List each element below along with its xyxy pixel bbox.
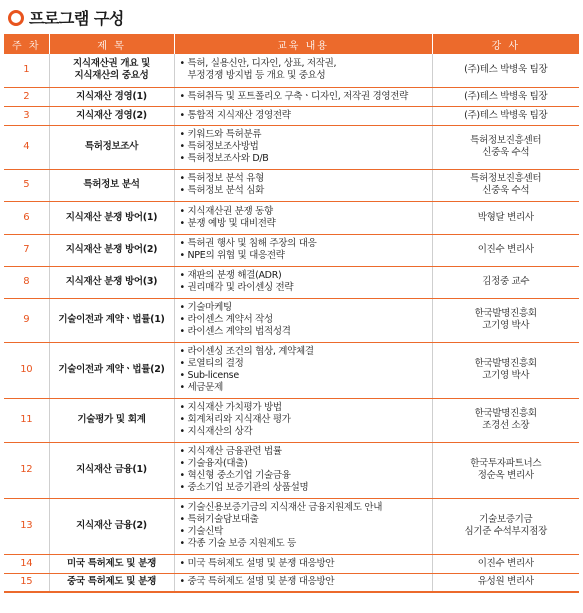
course-content	[174, 442, 432, 498]
content-item-line: • 키워드와 특허분류	[187, 129, 262, 140]
lecturer-line: 한국발명진흥회	[474, 408, 537, 419]
content-item-line: • 특허정보조사방법	[187, 141, 259, 152]
table-row	[4, 298, 579, 342]
course-title-line: 지식재산 경영(2)	[76, 109, 147, 121]
column-header-lecturer: 강 사	[432, 34, 579, 54]
course-title-line: 지식재산 분쟁 방어(1)	[65, 211, 158, 223]
program-table	[4, 34, 579, 593]
table-row	[4, 87, 579, 106]
table-row	[4, 342, 579, 398]
lecturer-line: 이진수 변리사	[477, 557, 534, 569]
content-item-line: • 특허정보 분석 유형	[187, 173, 264, 184]
table-header	[4, 34, 579, 54]
table-row	[4, 169, 579, 201]
table-row	[4, 234, 579, 266]
course-title	[49, 442, 174, 498]
content-item	[179, 110, 428, 122]
content-item	[179, 558, 428, 570]
lecturer	[432, 298, 579, 342]
content-list	[179, 206, 428, 230]
lecturer-line: 김정중 교수	[482, 276, 530, 287]
lecturer	[432, 169, 579, 201]
content-item-line: • 지식재산 금융관련 법률	[187, 446, 282, 457]
table-row	[4, 125, 579, 169]
content-item	[179, 502, 428, 514]
content-list	[179, 110, 428, 122]
content-item-line: • 특허기술담보대출	[187, 514, 259, 525]
lecturer	[432, 266, 579, 298]
content-list	[179, 346, 428, 394]
content-item-line: • 특허정보조사와 D/B	[187, 153, 269, 164]
lecturer	[432, 398, 579, 442]
course-title	[49, 266, 174, 298]
content-item	[179, 326, 428, 338]
content-item	[179, 250, 428, 262]
content-item	[179, 141, 428, 153]
content-item	[179, 526, 428, 538]
table-row	[4, 201, 579, 234]
week-number: 12	[4, 442, 49, 498]
table-row	[4, 106, 579, 125]
lecturer	[432, 234, 579, 266]
content-item-line: • 특허정보 분석 심화	[187, 185, 264, 196]
week-number: 8	[4, 266, 49, 298]
lecturer-line: 이진수 변리사	[477, 244, 534, 255]
week-number: 10	[4, 342, 49, 398]
content-item	[179, 470, 428, 482]
content-item-line: • 라이센스 계약의 법적성격	[187, 326, 291, 337]
circle-bullet-icon	[8, 10, 24, 26]
lecturer-line: 박형달 변리사	[477, 211, 534, 223]
course-title-line: 지식재산권 개요 및	[72, 58, 151, 70]
week-number: 2	[4, 87, 49, 106]
course-content	[174, 54, 432, 87]
course-content	[174, 87, 432, 106]
content-item-line: • 분쟁 예방 및 대비전략	[187, 217, 276, 229]
content-item	[179, 514, 428, 526]
course-title-line: 지식재산 경영(1)	[76, 90, 147, 102]
table-row	[4, 398, 579, 442]
week-number: 6	[4, 201, 49, 234]
table-row	[4, 498, 579, 554]
course-title-line: 기술평가 및 회계	[77, 414, 146, 425]
content-item-line: • NPE의 위협 및 대응전략	[187, 250, 285, 261]
course-title	[49, 106, 174, 125]
lecturer-line: 기술보증기금	[479, 514, 533, 525]
course-content	[174, 554, 432, 573]
content-item	[179, 153, 428, 165]
content-list	[179, 402, 428, 438]
content-list	[179, 173, 428, 197]
content-item-line: • 로열티의 결정	[187, 358, 244, 369]
lecturer-line: (주)테스 박병욱 팀장	[464, 90, 548, 102]
content-item	[179, 91, 428, 103]
course-title-line: 기술이전과 계약ㆍ법률(1)	[58, 314, 165, 325]
week-number: 11	[4, 398, 49, 442]
course-title	[49, 87, 174, 106]
content-item	[179, 346, 428, 358]
content-item	[179, 282, 428, 294]
content-item	[179, 576, 428, 588]
lecturer-line: 고기영 박사	[482, 370, 530, 381]
content-item	[179, 129, 428, 141]
content-item	[179, 446, 428, 458]
content-list	[179, 302, 428, 338]
week-number: 13	[4, 498, 49, 554]
column-header-content: 교육 내용	[174, 34, 432, 54]
content-item	[179, 458, 428, 470]
lecturer-line: 한국투자파트너스	[470, 458, 542, 469]
course-title	[49, 398, 174, 442]
course-title-line: 기술이전과 계약ㆍ법률(2)	[58, 364, 165, 375]
course-content	[174, 398, 432, 442]
table-row	[4, 266, 579, 298]
course-title-line: 중국 특허제도 및 분쟁	[67, 576, 156, 588]
week-number: 9	[4, 298, 49, 342]
week-number: 7	[4, 234, 49, 266]
lecturer	[432, 554, 579, 573]
lecturer	[432, 106, 579, 125]
course-title	[49, 54, 174, 87]
course-title	[49, 573, 174, 592]
course-content	[174, 169, 432, 201]
lecturer	[432, 342, 579, 398]
content-item	[179, 270, 428, 282]
week-number: 5	[4, 169, 49, 201]
content-item-line: • 중소기업 보증기관의 상품설명	[187, 482, 309, 493]
lecturer	[432, 498, 579, 554]
week-number: 1	[4, 54, 49, 87]
course-title-line: 미국 특허제도 및 분쟁	[67, 557, 156, 569]
content-item	[179, 302, 428, 314]
content-item	[179, 370, 428, 382]
content-item-line: • 각종 기술 보증 지원제도 등	[187, 538, 297, 549]
content-item	[179, 218, 428, 230]
content-item-line: • 통합적 지식재산 경영전략	[187, 109, 291, 121]
course-title	[49, 201, 174, 234]
content-item-line: 부정경쟁 방지법 등 개요 및 중요성	[187, 70, 326, 82]
content-item-line: • 라이센싱 조건의 협상, 계약체결	[187, 346, 314, 357]
lecturer-line: 특허정보진흥센터	[470, 135, 542, 146]
content-item	[179, 358, 428, 370]
lecturer	[432, 201, 579, 234]
course-content	[174, 125, 432, 169]
column-header-title: 제 목	[49, 34, 174, 54]
content-list	[179, 446, 428, 494]
lecturer-line: 유성원 변리사	[477, 576, 534, 588]
lecturer-line: 한국발명진흥회	[474, 308, 537, 319]
content-item-line: • 라이센스 계약서 작성	[187, 314, 273, 325]
content-item-line: • 지식재산 가치평가 방법	[187, 402, 282, 413]
course-title-line: 지식재산의 중요성	[74, 70, 149, 82]
table-row	[4, 554, 579, 573]
lecturer	[432, 442, 579, 498]
content-item-line: • 특허취득 및 포트폴리오 구축ㆍ디자인, 저작권 경영전략	[187, 90, 408, 102]
course-title-line: 특허정보 분석	[83, 179, 140, 190]
course-title	[49, 234, 174, 266]
content-item	[179, 482, 428, 494]
course-content	[174, 266, 432, 298]
content-item	[179, 238, 428, 250]
table-row	[4, 54, 579, 87]
course-title	[49, 125, 174, 169]
content-list	[179, 576, 428, 588]
week-number: 4	[4, 125, 49, 169]
lecturer-line: (주)테스 박병욱 팀장	[464, 64, 548, 76]
content-item	[179, 426, 428, 438]
lecturer	[432, 54, 579, 87]
course-title	[49, 169, 174, 201]
lecturer-line: 심기준 수석부지점장	[464, 526, 548, 537]
course-title-line: 특허정보조사	[84, 141, 139, 152]
section-header	[0, 0, 583, 34]
lecturer	[432, 87, 579, 106]
content-item-line: • Sub-license	[187, 370, 239, 381]
column-header-week: 주 차	[4, 34, 49, 54]
week-number: 3	[4, 106, 49, 125]
course-content	[174, 234, 432, 266]
content-item	[179, 414, 428, 426]
course-title-line: 지식재산 금융(1)	[76, 464, 147, 475]
lecturer	[432, 573, 579, 592]
week-number: 14	[4, 554, 49, 573]
content-list	[179, 502, 428, 550]
lecturer-line: 특허정보진흥센터	[470, 173, 542, 184]
course-content	[174, 498, 432, 554]
course-title	[49, 298, 174, 342]
content-item	[179, 206, 428, 218]
content-list	[179, 129, 428, 165]
content-item-line: • 기술마케팅	[187, 302, 232, 313]
lecturer-line: 한국발명진흥회	[474, 358, 537, 369]
content-item-line: • 권리매각 및 라이센싱 전략	[187, 282, 294, 293]
course-content	[174, 298, 432, 342]
course-title	[49, 342, 174, 398]
content-item	[179, 314, 428, 326]
content-list	[179, 91, 428, 103]
content-item	[179, 402, 428, 414]
course-content	[174, 573, 432, 592]
content-list	[179, 58, 428, 82]
course-title-line: 지식재산 분쟁 방어(2)	[65, 244, 158, 255]
lecturer	[432, 125, 579, 169]
lecturer-line: 신중욱 수석	[482, 185, 530, 196]
content-item-line: • 기술융자(대출)	[187, 458, 248, 469]
content-item	[179, 382, 428, 394]
content-item-line: • 미국 특허제도 설명 및 분쟁 대응방안	[187, 557, 335, 569]
page-title: 프로그램 구성	[29, 9, 124, 28]
course-title-line: 지식재산 금융(2)	[76, 520, 147, 531]
lecturer-line: 신중욱 수석	[482, 147, 530, 158]
content-item-line: • 재판의 분쟁 해결(ADR)	[187, 270, 282, 281]
course-title-line: 지식재산 분쟁 방어(3)	[65, 276, 158, 287]
content-item-line: • 기술신탁	[187, 526, 224, 537]
content-item	[179, 185, 428, 197]
course-content	[174, 201, 432, 234]
content-item	[179, 173, 428, 185]
content-item-line: • 지식재산의 상각	[187, 426, 253, 437]
content-list	[179, 558, 428, 570]
content-item-line: • 세금문제	[187, 382, 224, 393]
content-item-line: • 특허, 실용신안, 디자인, 상표, 저작권,	[187, 58, 337, 70]
content-item	[179, 538, 428, 550]
content-list	[179, 238, 428, 262]
content-item	[179, 58, 428, 82]
lecturer-line: 고기영 박사	[482, 320, 530, 331]
table-row	[4, 442, 579, 498]
course-title	[49, 554, 174, 573]
content-item-line: • 중국 특허제도 설명 및 분쟁 대응방안	[187, 576, 335, 588]
lecturer-line: 조경선 소장	[482, 420, 530, 431]
content-item-line: • 특허권 행사 및 침해 주장의 대응	[187, 238, 317, 249]
course-title	[49, 498, 174, 554]
lecturer-line: 정순옥 변리사	[477, 470, 534, 481]
table-body	[4, 54, 579, 592]
content-item-line: • 기술신용보증기금의 지식재산 금융지원제도 안내	[187, 502, 383, 513]
course-content	[174, 342, 432, 398]
week-number: 15	[4, 573, 49, 592]
content-item-line: • 혁신형 중소기업 기술금융	[187, 470, 291, 481]
content-item-line: • 회계처리와 지식재산 평가	[187, 414, 291, 425]
table-row	[4, 573, 579, 592]
course-content	[174, 106, 432, 125]
content-item-line: • 지식재산권 분쟁 동향	[187, 205, 273, 217]
content-list	[179, 270, 428, 294]
lecturer-line: (주)테스 박병욱 팀장	[464, 109, 548, 121]
